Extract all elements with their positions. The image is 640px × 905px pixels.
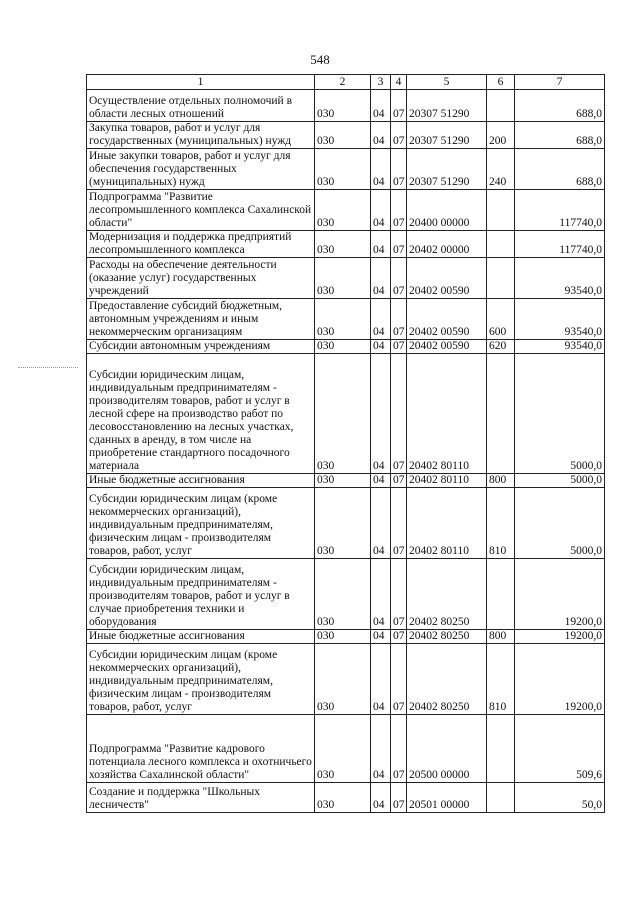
expense-type-code: 800: [487, 630, 515, 644]
budget-table: [86, 74, 605, 813]
admin-code: 030: [315, 149, 371, 190]
target-code: 20501 00000: [407, 783, 487, 813]
admin-code: 030: [315, 630, 371, 644]
expense-type-code: [487, 715, 515, 783]
subsection-code: 07: [391, 474, 407, 488]
item-name: Иные закупки товаров, работ и услуг для обеспечения государственных (муниципальных) нужд: [87, 149, 315, 190]
admin-code: 030: [315, 231, 371, 258]
subsection-code: 07: [391, 299, 407, 340]
amount: 688,0: [515, 90, 605, 122]
target-code: 20402 00590: [407, 258, 487, 299]
expense-type-code: [487, 354, 515, 474]
item-name: Предоставление субсидий бюджетным, автономным учреждениям и иным некоммерческим организациям: [87, 299, 315, 340]
subsection-code: 07: [391, 644, 407, 715]
subsection-code: 07: [391, 258, 407, 299]
amount: 509,6: [515, 715, 605, 783]
admin-code: 030: [315, 190, 371, 231]
target-code: 20400 00000: [407, 190, 487, 231]
table-row: [87, 340, 605, 354]
header-col-6: 6: [487, 75, 515, 90]
subsection-code: 07: [391, 354, 407, 474]
expense-type-code: 810: [487, 488, 515, 559]
table-row: [87, 354, 605, 474]
section-code: 04: [371, 354, 391, 474]
subsection-code: 07: [391, 90, 407, 122]
amount: 688,0: [515, 149, 605, 190]
item-name: Субсидии юридическим лицам (кроме некоммерческих организаций), индивидуальным предпринимателям, физическим лицам - производителям товаров, работ, услуг: [87, 488, 315, 559]
target-code: 20307 51290: [407, 122, 487, 149]
item-name: Подпрограмма "Развитие лесопромышленного комплекса Сахалинской области": [87, 190, 315, 231]
amount: 50,0: [515, 783, 605, 813]
target-code: 20307 51290: [407, 90, 487, 122]
item-name: Расходы на обеспечение деятельности (оказание услуг) государственных учреждений: [87, 258, 315, 299]
expense-type-code: 600: [487, 299, 515, 340]
subsection-code: 07: [391, 340, 407, 354]
header-col-4: 4: [391, 75, 407, 90]
section-code: 04: [371, 340, 391, 354]
header-col-2: 2: [315, 75, 371, 90]
expense-type-code: 620: [487, 340, 515, 354]
section-code: 04: [371, 90, 391, 122]
table-row: [87, 258, 605, 299]
table-row: [87, 122, 605, 149]
amount: 5000,0: [515, 488, 605, 559]
amount: 5000,0: [515, 474, 605, 488]
table-row: [87, 474, 605, 488]
section-code: 04: [371, 231, 391, 258]
header-col-3: 3: [371, 75, 391, 90]
subsection-code: 07: [391, 231, 407, 258]
amount: 117740,0: [515, 231, 605, 258]
item-name: Создание и поддержка "Школьных лесничеств": [87, 783, 315, 813]
item-name: Модернизация и поддержка предприятий лесопромышленного комплекса: [87, 231, 315, 258]
table-row: [87, 90, 605, 122]
admin-code: 030: [315, 299, 371, 340]
amount: 688,0: [515, 122, 605, 149]
admin-code: 030: [315, 559, 371, 630]
expense-type-code: [487, 783, 515, 813]
table-row: [87, 149, 605, 190]
table-row: [87, 231, 605, 258]
subsection-code: 07: [391, 630, 407, 644]
item-name: Иные бюджетные ассигнования: [87, 630, 315, 644]
section-code: 04: [371, 299, 391, 340]
subsection-code: 07: [391, 488, 407, 559]
page-number: 548: [310, 52, 330, 67]
subsection-code: 07: [391, 122, 407, 149]
item-name: Субсидии юридическим лицам, индивидуальным предпринимателям - производителям товаров, работ и услуг в случае приобретения техники и оборудования: [87, 559, 315, 630]
target-code: 20402 80250: [407, 559, 487, 630]
section-code: 04: [371, 149, 391, 190]
item-name: Субсидии юридическим лицам (кроме некоммерческих организаций), индивидуальным предпринимателям, физическим лицам - производителям товаров, работ, услуг: [87, 644, 315, 715]
amount: 19200,0: [515, 630, 605, 644]
expense-type-code: 240: [487, 149, 515, 190]
section-code: 04: [371, 783, 391, 813]
section-code: 04: [371, 190, 391, 231]
subsection-code: 07: [391, 715, 407, 783]
target-code: 20402 00590: [407, 299, 487, 340]
admin-code: 030: [315, 122, 371, 149]
expense-type-code: 200: [487, 122, 515, 149]
target-code: 20402 00000: [407, 231, 487, 258]
amount: 117740,0: [515, 190, 605, 231]
admin-code: 030: [315, 474, 371, 488]
expense-type-code: [487, 559, 515, 630]
target-code: 20500 00000: [407, 715, 487, 783]
expense-type-code: [487, 190, 515, 231]
item-name: Подпрограмма "Развитие кадрового потенциала лесного комплекса и охотничьего хозяйства Сахалинской области": [87, 715, 315, 783]
header-row: [87, 75, 605, 90]
table-row: [87, 488, 605, 559]
expense-type-code: [487, 90, 515, 122]
expense-type-code: 810: [487, 644, 515, 715]
target-code: 20402 00590: [407, 340, 487, 354]
admin-code: 030: [315, 783, 371, 813]
expense-type-code: [487, 258, 515, 299]
scan-artifact: [18, 367, 78, 369]
expense-type-code: [487, 231, 515, 258]
admin-code: 030: [315, 90, 371, 122]
section-code: 04: [371, 474, 391, 488]
section-code: 04: [371, 488, 391, 559]
subsection-code: 07: [391, 559, 407, 630]
admin-code: 030: [315, 715, 371, 783]
table-body: [87, 90, 605, 813]
admin-code: 030: [315, 488, 371, 559]
header-col-5: 5: [407, 75, 487, 90]
target-code: 20307 51290: [407, 149, 487, 190]
subsection-code: 07: [391, 149, 407, 190]
table-row: [87, 644, 605, 715]
target-code: 20402 80250: [407, 644, 487, 715]
admin-code: 030: [315, 340, 371, 354]
amount: 19200,0: [515, 559, 605, 630]
subsection-code: 07: [391, 190, 407, 231]
header-col-1: 1: [87, 75, 315, 90]
item-name: Иные бюджетные ассигнования: [87, 474, 315, 488]
table-row: [87, 783, 605, 813]
table-row: [87, 630, 605, 644]
section-code: 04: [371, 258, 391, 299]
section-code: 04: [371, 630, 391, 644]
section-code: 04: [371, 122, 391, 149]
section-code: 04: [371, 644, 391, 715]
item-name: Осуществление отдельных полномочий в области лесных отношений: [87, 90, 315, 122]
admin-code: 030: [315, 354, 371, 474]
target-code: 20402 80110: [407, 474, 487, 488]
target-code: 20402 80110: [407, 354, 487, 474]
table-row: [87, 715, 605, 783]
subsection-code: 07: [391, 783, 407, 813]
amount: 19200,0: [515, 644, 605, 715]
table-row: [87, 299, 605, 340]
header-col-7: 7: [515, 75, 605, 90]
target-code: 20402 80250: [407, 630, 487, 644]
item-name: Субсидии автономным учреждениям: [87, 340, 315, 354]
section-code: 04: [371, 715, 391, 783]
item-name: Закупка товаров, работ и услуг для государственных (муниципальных) нужд: [87, 122, 315, 149]
admin-code: 030: [315, 258, 371, 299]
table-row: [87, 190, 605, 231]
amount: 93540,0: [515, 299, 605, 340]
amount: 93540,0: [515, 258, 605, 299]
admin-code: 030: [315, 644, 371, 715]
amount: 93540,0: [515, 340, 605, 354]
expense-type-code: 800: [487, 474, 515, 488]
table-row: [87, 559, 605, 630]
amount: 5000,0: [515, 354, 605, 474]
target-code: 20402 80110: [407, 488, 487, 559]
item-name: Субсидии юридическим лицам, индивидуальным предпринимателям - производителям товаров, работ и услуг в лесной сфере на производство работ по лесовосстановлению на лесных участках, сданных в аренду, в том числе на приобретение стандартного посадочного материала: [87, 354, 315, 474]
section-code: 04: [371, 559, 391, 630]
